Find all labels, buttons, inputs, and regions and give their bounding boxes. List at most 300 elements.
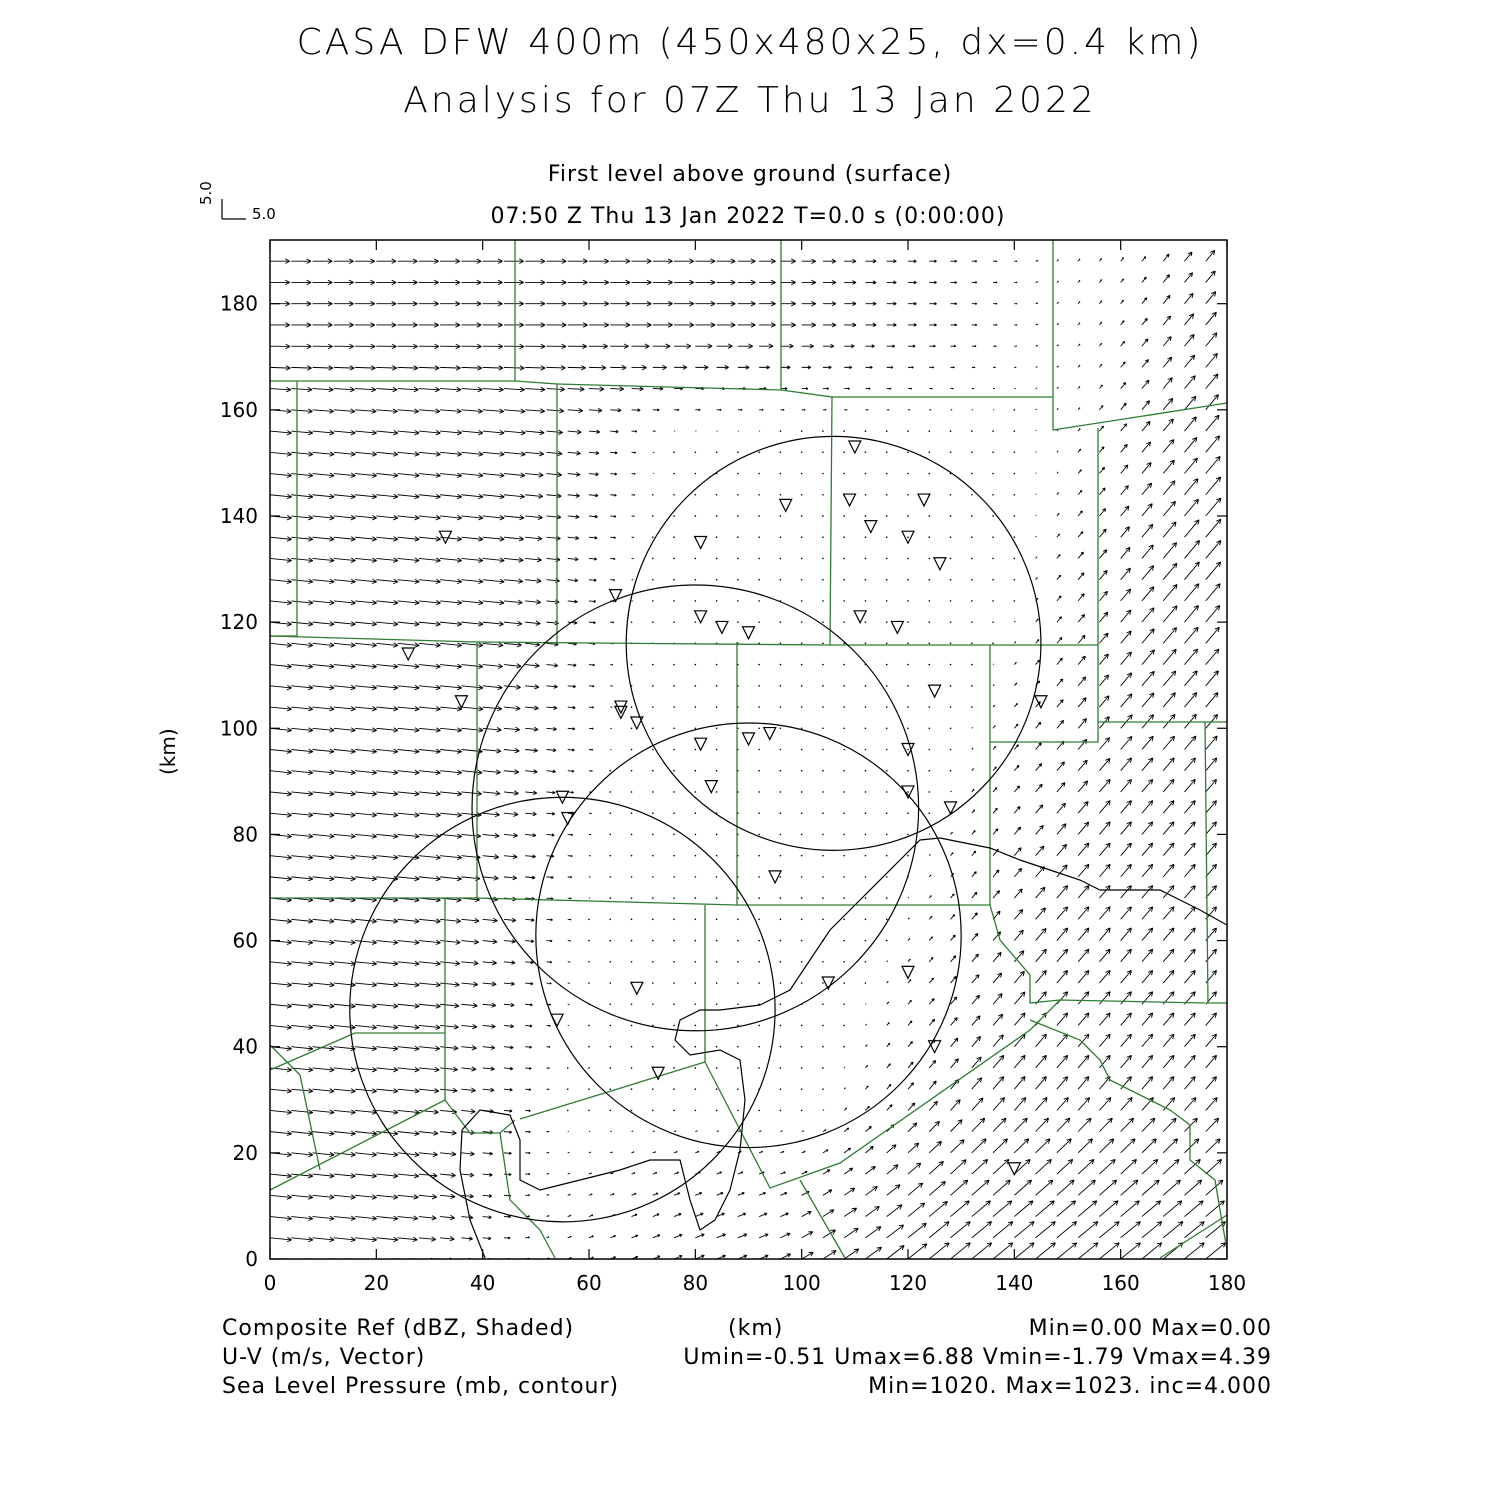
- wind-vector-calm: [695, 706, 697, 708]
- wind-vector: [1014, 1159, 1030, 1174]
- wind-vector: [802, 1151, 806, 1153]
- wind-vector: [461, 643, 483, 648]
- wind-vector: [1142, 1201, 1161, 1217]
- wind-vector-calm: [695, 812, 697, 814]
- wind-vector: [355, 834, 377, 839]
- wind-vector: [929, 1222, 949, 1238]
- wind-vector: [568, 430, 582, 434]
- wind-vector: [398, 579, 420, 584]
- wind-vector: [951, 1180, 968, 1195]
- wind-vector-calm: [673, 558, 675, 560]
- wind-vector-calm: [843, 791, 845, 793]
- wind-vector: [674, 1131, 676, 1132]
- wind-vector: [419, 1088, 439, 1093]
- wind-vector: [461, 301, 481, 306]
- wind-vector-calm: [1014, 409, 1016, 411]
- wind-vector: [419, 473, 441, 478]
- wind-vector: [291, 387, 312, 392]
- wind-vector-calm: [886, 558, 888, 560]
- wind-vector: [291, 813, 313, 818]
- wind-vector: [546, 1068, 549, 1069]
- wind-vector-calm: [609, 1046, 611, 1048]
- wind-vector: [929, 1081, 936, 1089]
- wind-vector: [398, 473, 420, 478]
- wind-vector: [951, 832, 953, 834]
- wind-vector: [951, 388, 954, 389]
- wind-vector: [483, 982, 497, 986]
- wind-vector: [632, 301, 652, 306]
- wind-vector-calm: [695, 961, 697, 963]
- wind-vector: [504, 706, 520, 711]
- wind-vector: [1057, 345, 1059, 346]
- wind-vector-calm: [886, 791, 888, 793]
- wind-vector-calm: [716, 664, 718, 666]
- wind-vector-calm: [652, 791, 654, 793]
- wind-vector: [546, 280, 566, 285]
- station-marker: [455, 696, 467, 708]
- wind-vector: [1078, 259, 1080, 261]
- wind-vector: [1184, 949, 1195, 962]
- wind-vector: [376, 1195, 398, 1200]
- wind-vector: [1057, 1098, 1069, 1111]
- wind-vector: [717, 344, 733, 349]
- wind-vector-calm: [652, 1046, 654, 1048]
- wind-vector: [440, 664, 462, 669]
- wind-vector: [610, 1173, 613, 1174]
- wind-vector: [1014, 1013, 1025, 1026]
- wind-vector: [525, 1237, 529, 1238]
- wind-vector: [908, 938, 910, 940]
- wind-vector-calm: [822, 812, 824, 814]
- wind-vector-calm: [780, 706, 782, 708]
- x-tick-label: 100: [782, 1271, 821, 1295]
- wind-vector: [1057, 970, 1068, 983]
- wind-vector: [1227, 1201, 1246, 1217]
- wind-vector: [865, 1186, 877, 1195]
- wind-vector: [1014, 703, 1017, 707]
- wind-vector: [270, 600, 292, 605]
- wind-vector: [589, 451, 599, 454]
- wind-vector-calm: [907, 430, 909, 432]
- wind-vector: [908, 980, 911, 983]
- wind-vector: [589, 365, 606, 370]
- wind-vector: [993, 1201, 1012, 1217]
- wind-vector: [632, 1235, 638, 1238]
- wind-vector: [483, 494, 505, 499]
- wind-vector: [1142, 256, 1146, 261]
- wind-vector: [1036, 1180, 1053, 1195]
- wind-vector: [355, 537, 377, 542]
- wind-vector-calm: [928, 473, 930, 475]
- wind-vector-calm: [673, 1110, 675, 1112]
- wind-vector: [887, 323, 897, 326]
- x-tick-label: 60: [576, 1271, 602, 1295]
- wind-vector-calm: [886, 834, 888, 836]
- wind-vector-calm: [780, 1067, 782, 1069]
- wind-vector: [483, 366, 503, 371]
- wind-vector: [993, 1180, 1010, 1195]
- wind-vector: [334, 579, 356, 584]
- wind-vector: [1121, 1159, 1137, 1174]
- wind-vector-calm: [992, 451, 994, 453]
- wind-vector: [376, 706, 398, 711]
- wind-vector: [376, 1004, 398, 1009]
- wind-vector: [504, 409, 525, 414]
- wind-vector: [1206, 1098, 1218, 1111]
- wind-vector: [1227, 519, 1242, 537]
- wind-vector: [929, 999, 934, 1005]
- wind-vector: [504, 748, 519, 753]
- wind-vector: [929, 1060, 935, 1068]
- wind-vector: [823, 388, 829, 390]
- wind-vector: [993, 303, 997, 304]
- wind-vector: [951, 367, 955, 368]
- wind-vector: [525, 855, 535, 858]
- y-tick-label: 140: [219, 503, 258, 528]
- wind-vector: [291, 622, 313, 627]
- wind-vector-calm: [907, 812, 909, 814]
- wind-vector-calm: [758, 494, 760, 496]
- wind-vector-calm: [758, 1046, 760, 1048]
- wind-vector: [291, 643, 313, 648]
- wind-vector: [887, 1145, 896, 1153]
- wind-vector-calm: [758, 812, 760, 814]
- wind-vector: [270, 579, 292, 584]
- wind-vector: [1036, 1139, 1050, 1153]
- wind-vector-calm: [588, 982, 590, 984]
- wind-vector: [525, 430, 544, 435]
- wind-vector-calm: [758, 982, 760, 984]
- wind-vector-calm: [695, 1067, 697, 1069]
- wind-vector: [972, 1159, 988, 1174]
- wind-vector: [568, 962, 570, 963]
- wind-vector: [1142, 524, 1153, 537]
- wind-vector: [780, 1254, 790, 1259]
- wind-vector: [355, 1131, 377, 1136]
- wind-vector-calm: [758, 1067, 760, 1069]
- wind-vector-calm: [609, 982, 611, 984]
- wind-vector: [674, 344, 691, 349]
- wind-vector-calm: [801, 494, 803, 496]
- wind-vector: [589, 1194, 592, 1195]
- wind-vector: [589, 728, 593, 729]
- wind-vector-calm: [865, 812, 867, 814]
- wind-vector: [993, 388, 995, 389]
- wind-vector: [1014, 827, 1020, 834]
- wind-vector: [546, 919, 552, 921]
- wind-vector-calm: [843, 473, 845, 475]
- wind-vector: [1121, 1222, 1141, 1238]
- wind-vector: [440, 366, 460, 371]
- wind-vector: [951, 1160, 967, 1174]
- wind-vector: [993, 1077, 1004, 1090]
- wind-vector-calm: [865, 685, 867, 687]
- wind-vector-calm: [780, 727, 782, 729]
- wind-vector: [1206, 843, 1217, 856]
- wind-vector: [951, 1222, 971, 1238]
- wind-vector-calm: [865, 621, 867, 623]
- wind-vector: [483, 855, 499, 860]
- wind-vector: [1121, 1077, 1132, 1090]
- wind-vector-calm: [843, 451, 845, 453]
- wind-vector: [717, 259, 736, 264]
- wind-vector: [313, 452, 335, 457]
- wind-vector: [483, 1216, 492, 1219]
- wind-vector: [1078, 760, 1087, 771]
- wind-vector: [398, 770, 420, 775]
- wind-vector: [1078, 594, 1084, 601]
- wind-vector: [461, 1046, 476, 1051]
- wind-vector: [1184, 1139, 1198, 1153]
- wind-vector: [1184, 627, 1198, 643]
- wind-vector: [972, 1243, 992, 1259]
- wind-vector: [1121, 1139, 1135, 1153]
- wind-vector: [525, 1110, 530, 1112]
- wind-vector: [1227, 1098, 1239, 1111]
- wind-vector-calm: [737, 961, 739, 963]
- wind-vector: [844, 302, 856, 306]
- wind-vector-calm: [609, 812, 611, 814]
- wind-vector: [1227, 992, 1238, 1005]
- wind-vector: [1184, 479, 1198, 495]
- wind-vector: [504, 854, 517, 858]
- wind-vector-calm: [695, 940, 697, 942]
- wind-vector: [568, 600, 578, 603]
- wind-vector: [419, 537, 441, 542]
- wind-vector-calm: [652, 812, 654, 814]
- wind-vector: [398, 323, 418, 328]
- wind-vector: [674, 409, 679, 411]
- wind-vector-calm: [801, 515, 803, 517]
- wind-vector: [504, 1046, 513, 1049]
- wind-vector-calm: [801, 982, 803, 984]
- wind-vector-calm: [673, 1003, 675, 1005]
- wind-vector: [610, 280, 630, 285]
- wind-vector: [355, 387, 376, 392]
- wind-vector: [1099, 1222, 1119, 1238]
- wind-vector-calm: [907, 727, 909, 729]
- wind-vector: [1227, 1222, 1247, 1238]
- wind-vector: [1099, 258, 1101, 261]
- wind-vector: [313, 301, 333, 306]
- wind-vector: [525, 1173, 530, 1175]
- wind-vector: [568, 408, 583, 413]
- wind-vector-calm: [780, 685, 782, 687]
- wind-vector: [1163, 1077, 1174, 1090]
- wind-vector: [419, 579, 441, 584]
- wind-vector: [823, 1190, 832, 1196]
- wind-vector-calm: [737, 451, 739, 453]
- wind-vector: [483, 280, 503, 285]
- wind-vector-calm: [992, 621, 994, 623]
- wind-vector: [419, 622, 441, 627]
- wind-vector: [1099, 992, 1110, 1005]
- wind-vector: [291, 749, 313, 754]
- wind-vector: [1036, 805, 1043, 813]
- wind-vector: [1078, 992, 1089, 1005]
- wind-vector: [1099, 1013, 1110, 1026]
- wind-vector: [504, 366, 524, 371]
- wind-vector: [270, 1131, 292, 1136]
- wind-vector: [270, 280, 290, 285]
- wind-vector: [1036, 1098, 1048, 1111]
- wind-vector: [355, 961, 377, 966]
- wind-vector: [440, 706, 462, 711]
- wind-vector-calm: [801, 706, 803, 708]
- wind-vector: [1121, 279, 1124, 283]
- wind-vector: [1121, 444, 1128, 452]
- wind-vector: [1078, 323, 1080, 325]
- wind-vector: [355, 706, 377, 711]
- wind-vector: [929, 1243, 949, 1259]
- wind-vector: [738, 1192, 744, 1195]
- wind-vector: [972, 260, 977, 262]
- wind-vector-calm: [673, 770, 675, 772]
- wind-vector: [1163, 970, 1174, 983]
- wind-vector: [589, 600, 596, 602]
- wind-vector: [313, 791, 335, 796]
- wind-vector: [376, 1025, 398, 1030]
- wind-vector: [972, 954, 979, 962]
- wind-vector: [355, 452, 377, 457]
- wind-vector: [398, 1173, 419, 1178]
- wind-vector: [291, 515, 313, 520]
- wind-vector: [440, 940, 460, 945]
- wind-vector: [993, 952, 1001, 961]
- wind-vector: [355, 685, 377, 690]
- wind-vector: [1036, 1243, 1056, 1259]
- wind-vector: [568, 557, 579, 560]
- plot-frame: [270, 240, 1227, 1259]
- wind-vector: [610, 537, 615, 539]
- wind-vector: [270, 1025, 292, 1030]
- wind-vector: [1206, 1055, 1217, 1068]
- wind-vector: [461, 409, 482, 414]
- wind-vector: [1142, 671, 1154, 686]
- wind-vector: [525, 1194, 530, 1196]
- wind-vector-calm: [673, 727, 675, 729]
- wind-vector: [483, 259, 503, 264]
- wind-vector: [334, 515, 356, 520]
- wind-vector: [610, 301, 630, 306]
- wind-vector: [440, 855, 462, 860]
- wind-vector: [908, 1244, 927, 1259]
- wind-vector: [908, 324, 916, 327]
- wind-vector: [1078, 614, 1085, 622]
- wind-vector-calm: [758, 749, 760, 751]
- wind-vector-calm: [758, 579, 760, 581]
- wind-vector-calm: [695, 473, 697, 475]
- wind-vector: [334, 1195, 356, 1200]
- wind-vector: [568, 323, 588, 328]
- wind-vector-calm: [907, 643, 909, 645]
- wind-vector: [1227, 540, 1242, 558]
- wind-vector: [440, 1215, 455, 1220]
- wind-vector-calm: [716, 855, 718, 857]
- wind-vector: [1036, 473, 1037, 474]
- wind-vector: [1184, 499, 1198, 516]
- wind-vector: [1206, 333, 1217, 346]
- wind-vector-calm: [673, 791, 675, 793]
- wind-vector: [270, 706, 292, 711]
- wind-vector: [546, 983, 551, 985]
- wind-vector: [376, 855, 398, 860]
- wind-vector: [525, 579, 541, 584]
- wind-vector: [1142, 779, 1153, 792]
- wind-vector-calm: [822, 1067, 824, 1069]
- wind-vector: [610, 1131, 611, 1132]
- wind-vector: [270, 685, 292, 690]
- wind-vector: [461, 1067, 476, 1072]
- wind-vector: [525, 663, 539, 668]
- x-tick-label: 0: [263, 1271, 277, 1295]
- wind-vector-calm: [737, 621, 739, 623]
- wind-vector: [355, 940, 377, 945]
- x-tick-label: 160: [1101, 1271, 1140, 1295]
- wind-vector: [376, 982, 398, 987]
- wind-vector: [993, 994, 1002, 1005]
- wind-vector-calm: [801, 536, 803, 538]
- wind-vector: [1014, 683, 1017, 686]
- wind-vector: [355, 1237, 377, 1242]
- footer-field1-stats: Min=0.00 Max=0.00: [1028, 1316, 1272, 1341]
- wind-vector: [355, 1216, 377, 1221]
- wind-vector: [440, 1131, 456, 1136]
- wind-vector: [1121, 949, 1132, 962]
- wind-vector: [504, 344, 524, 349]
- wind-vector: [461, 685, 483, 690]
- wind-vector: [844, 388, 849, 390]
- wind-vector: [1184, 293, 1193, 303]
- wind-vector-calm: [758, 515, 760, 517]
- wind-vector-calm: [673, 961, 675, 963]
- wind-vector: [419, 770, 441, 775]
- wind-vector: [270, 1216, 292, 1221]
- wind-vector: [1099, 591, 1107, 601]
- wind-vector: [610, 494, 616, 496]
- wind-vector: [376, 515, 398, 520]
- wind-vector: [844, 1088, 845, 1089]
- wind-vector: [504, 387, 525, 392]
- wind-vector: [972, 933, 978, 940]
- wind-vector: [419, 301, 439, 306]
- wind-vector-calm: [843, 940, 845, 942]
- wind-vector: [951, 956, 956, 962]
- wind-vector-calm: [843, 770, 845, 772]
- wind-vector-calm: [758, 791, 760, 793]
- wind-vector-calm: [843, 919, 845, 921]
- wind-vector: [1014, 868, 1021, 877]
- wind-vector-calm: [758, 855, 760, 857]
- wind-vector: [780, 323, 795, 328]
- wind-vector: [1227, 864, 1238, 877]
- wind-vector: [589, 749, 593, 750]
- wind-vector: [972, 1222, 992, 1238]
- wind-vector-calm: [801, 1025, 803, 1027]
- wind-vector: [1121, 822, 1132, 835]
- wind-vector: [398, 301, 418, 306]
- wind-vector: [461, 982, 477, 987]
- wind-vector-calm: [673, 1025, 675, 1027]
- wind-vector-calm: [801, 940, 803, 942]
- wind-vector: [632, 387, 644, 391]
- wind-vector: [483, 452, 505, 457]
- wind-vector: [1206, 1180, 1223, 1195]
- wind-vector: [376, 430, 398, 435]
- wind-vector-calm: [780, 834, 782, 836]
- wind-vector: [717, 365, 729, 369]
- wind-vector: [504, 515, 524, 520]
